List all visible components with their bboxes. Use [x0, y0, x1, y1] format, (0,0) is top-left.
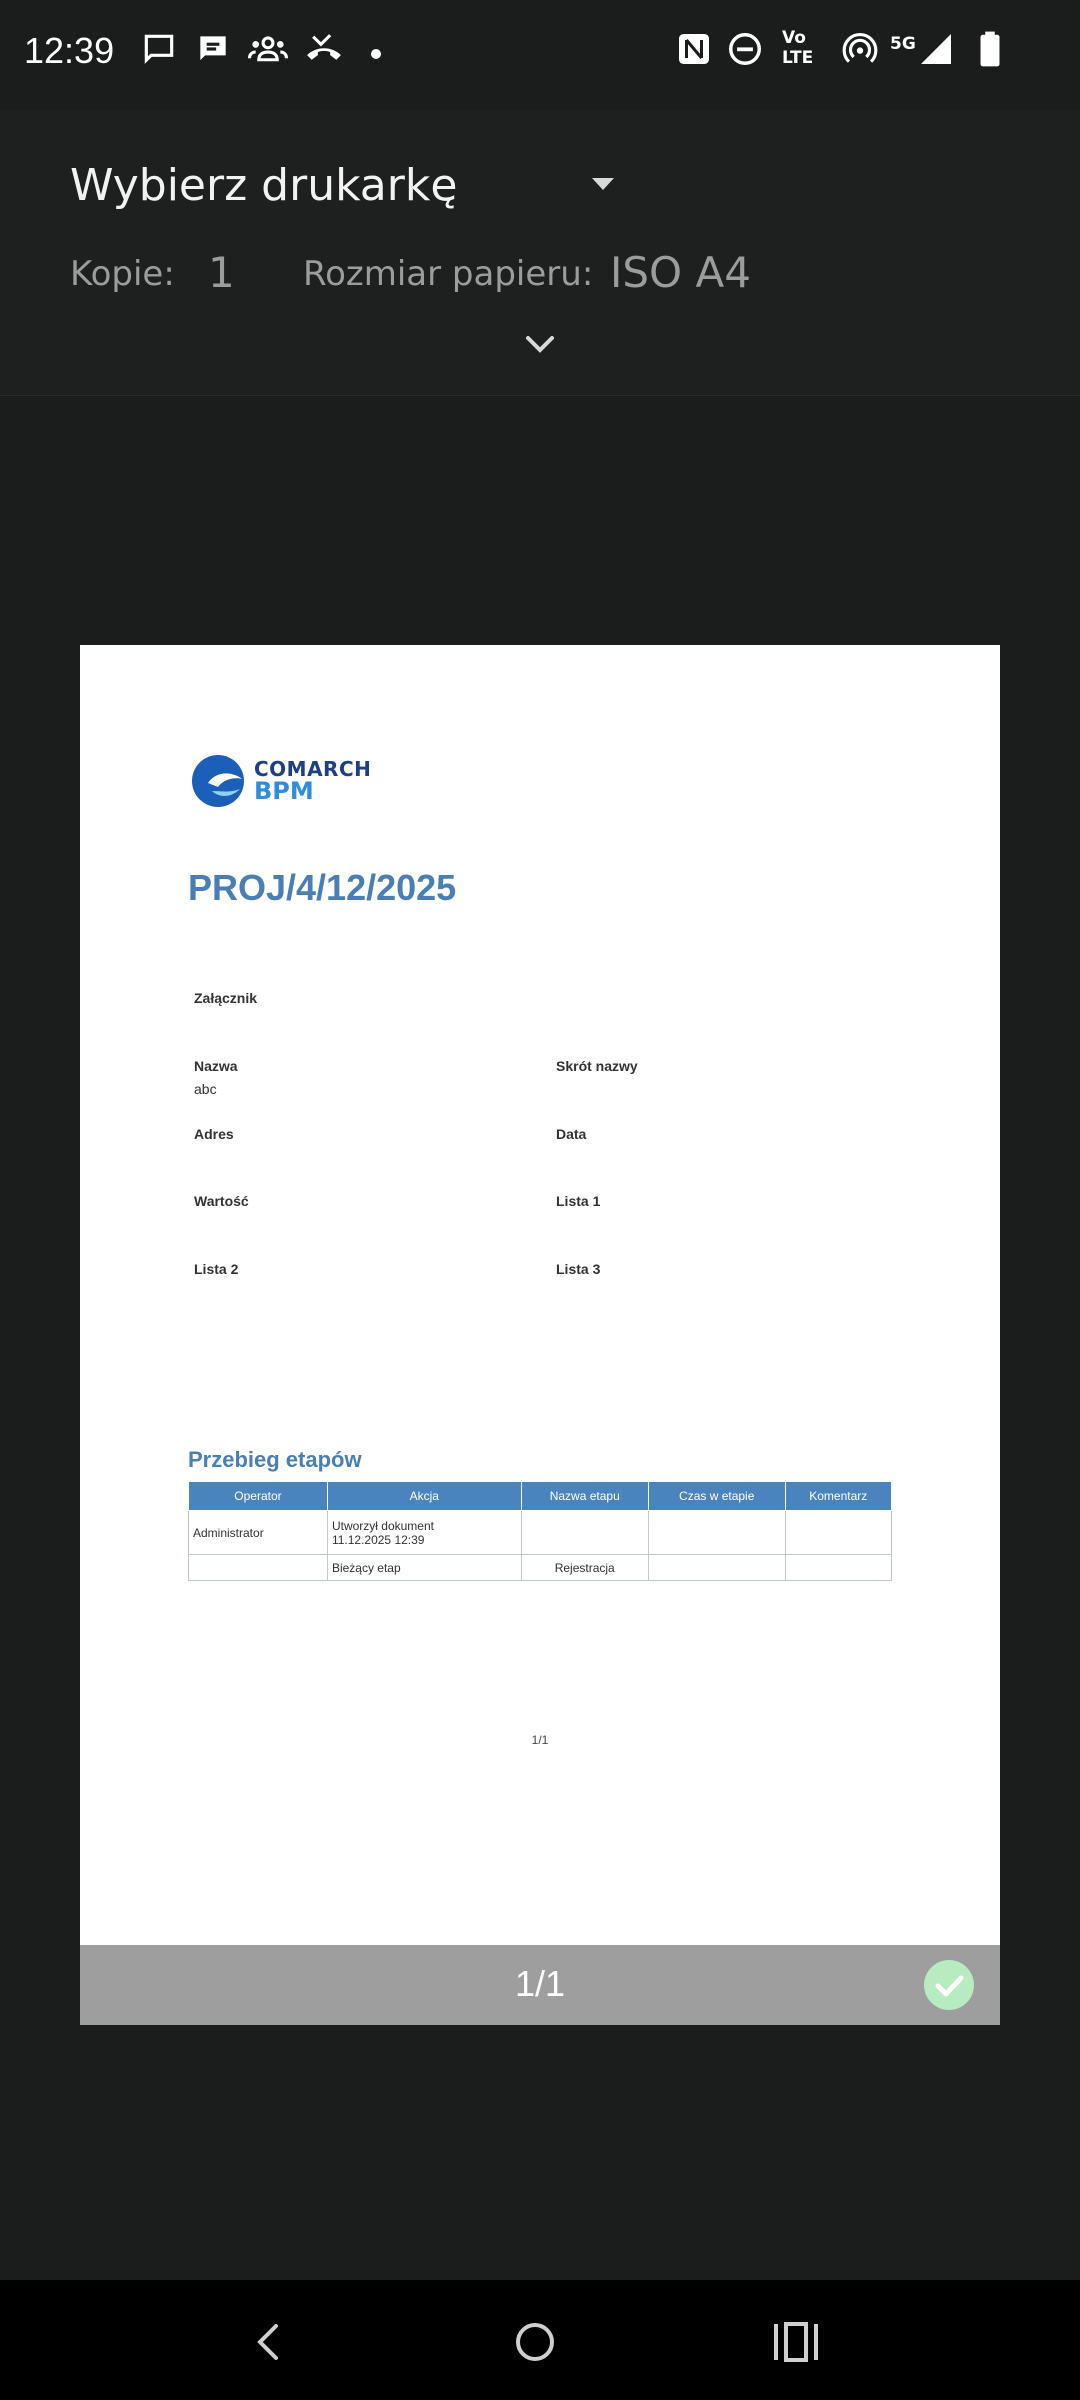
logo-text-line2: BPM	[254, 777, 314, 805]
field-value: Wartość	[194, 1193, 249, 1209]
group-icon	[248, 30, 288, 68]
expand-options-icon[interactable]	[516, 328, 564, 364]
missed-call-icon	[304, 30, 344, 68]
print-options-panel	[0, 110, 1080, 396]
field-list3: Lista 3	[556, 1261, 601, 1277]
company-logo	[190, 753, 390, 813]
printer-select[interactable]	[70, 150, 630, 220]
back-icon[interactable]	[238, 2310, 302, 2374]
table-header-cell: Czas w etapie	[648, 1482, 785, 1511]
field-address: Adres	[194, 1126, 234, 1142]
paper-size-label: Rozmiar papieru:	[303, 254, 594, 294]
net-type-text: 5G	[890, 34, 916, 54]
page-counter: 1/1	[514, 1963, 566, 2004]
field-name-value: abc	[194, 1081, 217, 1097]
document-title: PROJ/4/12/2025	[188, 867, 457, 908]
volte-icon	[780, 28, 824, 74]
check-icon	[924, 1960, 974, 2010]
paper-size-value[interactable]: ISO A4	[610, 248, 751, 297]
home-icon[interactable]	[503, 2310, 567, 2374]
table-cell	[648, 1555, 785, 1581]
printer-select-label: Wybierz drukarkę	[70, 160, 458, 211]
field-list2: Lista 2	[194, 1261, 239, 1277]
message-icon	[140, 30, 178, 68]
section-title-stages: Przebieg etapów	[188, 1447, 362, 1472]
dot-icon	[370, 48, 382, 60]
field-attachment: Załącznik	[194, 990, 258, 1006]
table-cell	[648, 1511, 785, 1555]
document-page-number: 1/1	[531, 1733, 549, 1747]
table-row	[189, 1555, 892, 1581]
table-cell	[785, 1555, 891, 1581]
copies-value[interactable]: 1	[208, 248, 235, 297]
page-selected-checkbox[interactable]	[924, 1960, 974, 2010]
navigation-bar	[0, 2280, 1080, 2400]
table-cell: Bieżący etap	[327, 1555, 521, 1581]
dropdown-arrow-icon	[586, 172, 620, 194]
nfc-icon	[676, 30, 712, 68]
status-bar	[0, 0, 1080, 110]
table-header-cell: Nazwa etapu	[521, 1482, 648, 1511]
chat-icon	[194, 30, 232, 68]
table-cell: Rejestracja	[521, 1555, 648, 1581]
logo-text-line1: COMARCH	[254, 757, 372, 781]
field-name: Nazwa	[194, 1058, 238, 1074]
field-short-name: Skrót nazwy	[556, 1058, 638, 1074]
table-cell: Administrator	[189, 1511, 328, 1555]
stages-table	[188, 1481, 892, 1581]
page-preview-footer	[80, 1945, 1000, 2025]
5g-icon	[890, 34, 918, 74]
field-date: Data	[556, 1126, 587, 1142]
page-preview[interactable]	[80, 645, 1000, 2025]
table-header-cell: Komentarz	[785, 1482, 891, 1511]
field-list1: Lista 1	[556, 1193, 601, 1209]
hotspot-icon	[840, 30, 880, 68]
recents-icon[interactable]	[764, 2310, 828, 2374]
table-cell-line: Utworzył dokument	[331, 1518, 434, 1533]
table-cell	[189, 1555, 328, 1581]
table-header-cell: Operator	[189, 1482, 328, 1511]
table-header-row	[189, 1482, 892, 1511]
signal-icon	[918, 30, 954, 68]
status-time: 12:39	[24, 30, 115, 71]
dnd-icon	[726, 30, 764, 68]
copies-label: Kopie:	[70, 254, 175, 294]
volte-text-top: Vo	[782, 28, 806, 48]
table-header-cell: Akcja	[327, 1482, 521, 1511]
table-row	[189, 1511, 892, 1555]
table-cell	[785, 1511, 891, 1555]
table-cell	[327, 1511, 521, 1555]
table-cell-line: 11.12.2025 12:39	[331, 1532, 425, 1547]
table-cell	[521, 1511, 648, 1555]
battery-icon	[978, 30, 1002, 68]
volte-text-bottom: LTE	[782, 48, 814, 68]
comarch-logo-icon	[190, 753, 246, 809]
